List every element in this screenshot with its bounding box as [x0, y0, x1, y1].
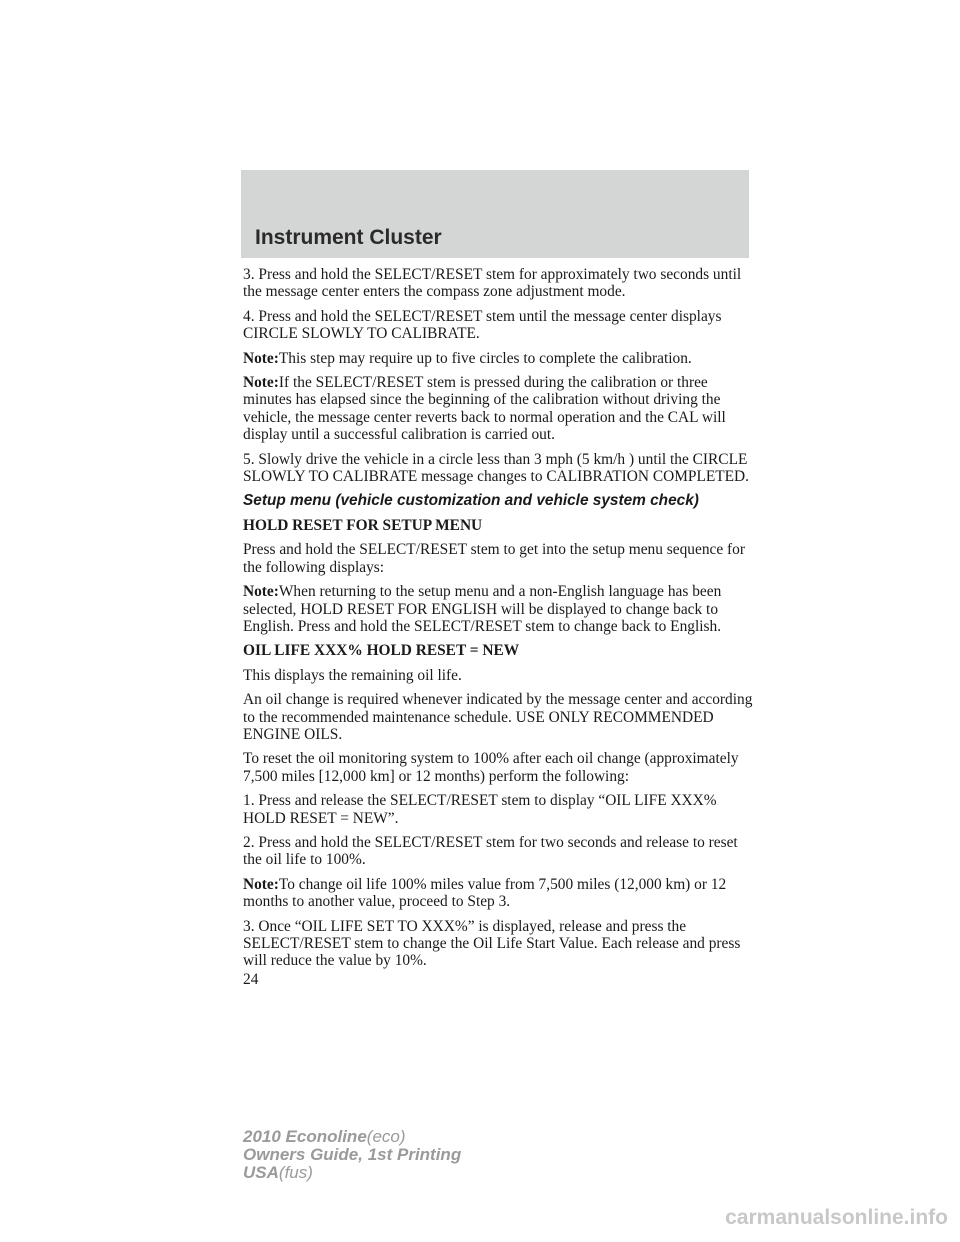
body-paragraph: 4. Press and hold the SELECT/RESET stem until the message center displays CIRCLE SLOWLY TO CALIBRATE.	[243, 307, 722, 343]
footer-line-1	[243, 1128, 461, 1146]
footer-line-2	[243, 1146, 461, 1164]
note-paragraph	[243, 583, 753, 635]
note-label: Note:	[243, 875, 279, 893]
body-paragraph: To reset the oil monitoring system to 100% after each oil change (approximately 7,500 miles [12,000 km] or 12 months) perform the following:	[243, 750, 739, 785]
display-message-heading: HOLD RESET FOR SETUP MENU	[243, 516, 483, 534]
note-label: Note:	[243, 349, 279, 367]
section-title: Instrument Cluster	[255, 226, 442, 249]
body-paragraph: 3. Once “OIL LIFE SET TO XXX%” is displayed, release and press the SELECT/RESET stem to change the Oil Life Start Value. Each release and press will reduce the value by 10%.	[243, 917, 741, 970]
body-paragraph: 3. Press and hold the SELECT/RESET stem for approximately two seconds until the message center enters the compass zone adjustment mode.	[243, 266, 742, 301]
note-paragraph	[243, 350, 753, 367]
document-footer	[243, 1128, 461, 1182]
note-label: Note:	[243, 374, 279, 392]
note-paragraph	[243, 876, 753, 911]
footer-region: USA	[243, 1163, 279, 1182]
manual-body	[243, 266, 753, 977]
section-header-bar	[241, 170, 749, 258]
body-paragraph: 2. Press and hold the SELECT/RESET stem for two seconds and release to reset the oil life to 100%.	[243, 833, 738, 869]
body-paragraph: An oil change is required whenever indicated by the message center and according to the recommended maintenance schedule. USE ONLY RECOMMENDED ENGINE OILS.	[243, 691, 753, 743]
note-text: When returning to the setup menu and a non-English language has been selected, HOLD RESET FOR ENGLISH will be displayed to change back to English. Press and hold the SELECT/RESET stem to change back to English.	[243, 583, 722, 635]
body-paragraph: 1. Press and release the SELECT/RESET stem to display “OIL LIFE XXX% HOLD RESET = NEW”.	[243, 792, 717, 827]
footer-region-code: (fus)	[278, 1163, 313, 1182]
subsection-heading: Setup menu (vehicle customization and vehicle system check)	[243, 492, 699, 510]
footer-line-3	[243, 1164, 461, 1182]
display-message-heading: OIL LIFE XXX% HOLD RESET = NEW	[243, 642, 520, 660]
note-text: This step may require up to five circles to complete the calibration.	[278, 349, 692, 367]
note-text: If the SELECT/RESET stem is pressed during the calibration or three minutes has elapsed since the beginning of the calibration without driving the vehicle, the message center reverts back to normal operation and the CAL will display until a successful calibration is carried out.	[243, 374, 726, 444]
watermark: carmanualsonline.info	[725, 1206, 948, 1229]
footer-guide: Owners Guide, 1st Printing	[243, 1145, 462, 1164]
page-number: 24	[243, 971, 259, 988]
body-paragraph: This displays the remaining oil life.	[243, 666, 462, 684]
note-text: To change oil life 100% miles value from 7,500 miles (12,000 km) or 12 months to another value, proceed to Step 3.	[243, 875, 727, 911]
body-paragraph: Press and hold the SELECT/RESET stem to get into the setup menu sequence for the following displays:	[243, 541, 745, 576]
footer-model: 2010 Econoline	[243, 1127, 367, 1146]
note-paragraph	[243, 374, 753, 444]
note-label: Note:	[243, 583, 279, 601]
body-paragraph: 5. Slowly drive the vehicle in a circle less than 3 mph (5 km/h ) until the CIRCLE SLOWLY TO CALIBRATE message changes to CALIBRATION COMPLETED.	[243, 450, 750, 486]
footer-model-code: (eco)	[366, 1127, 406, 1146]
